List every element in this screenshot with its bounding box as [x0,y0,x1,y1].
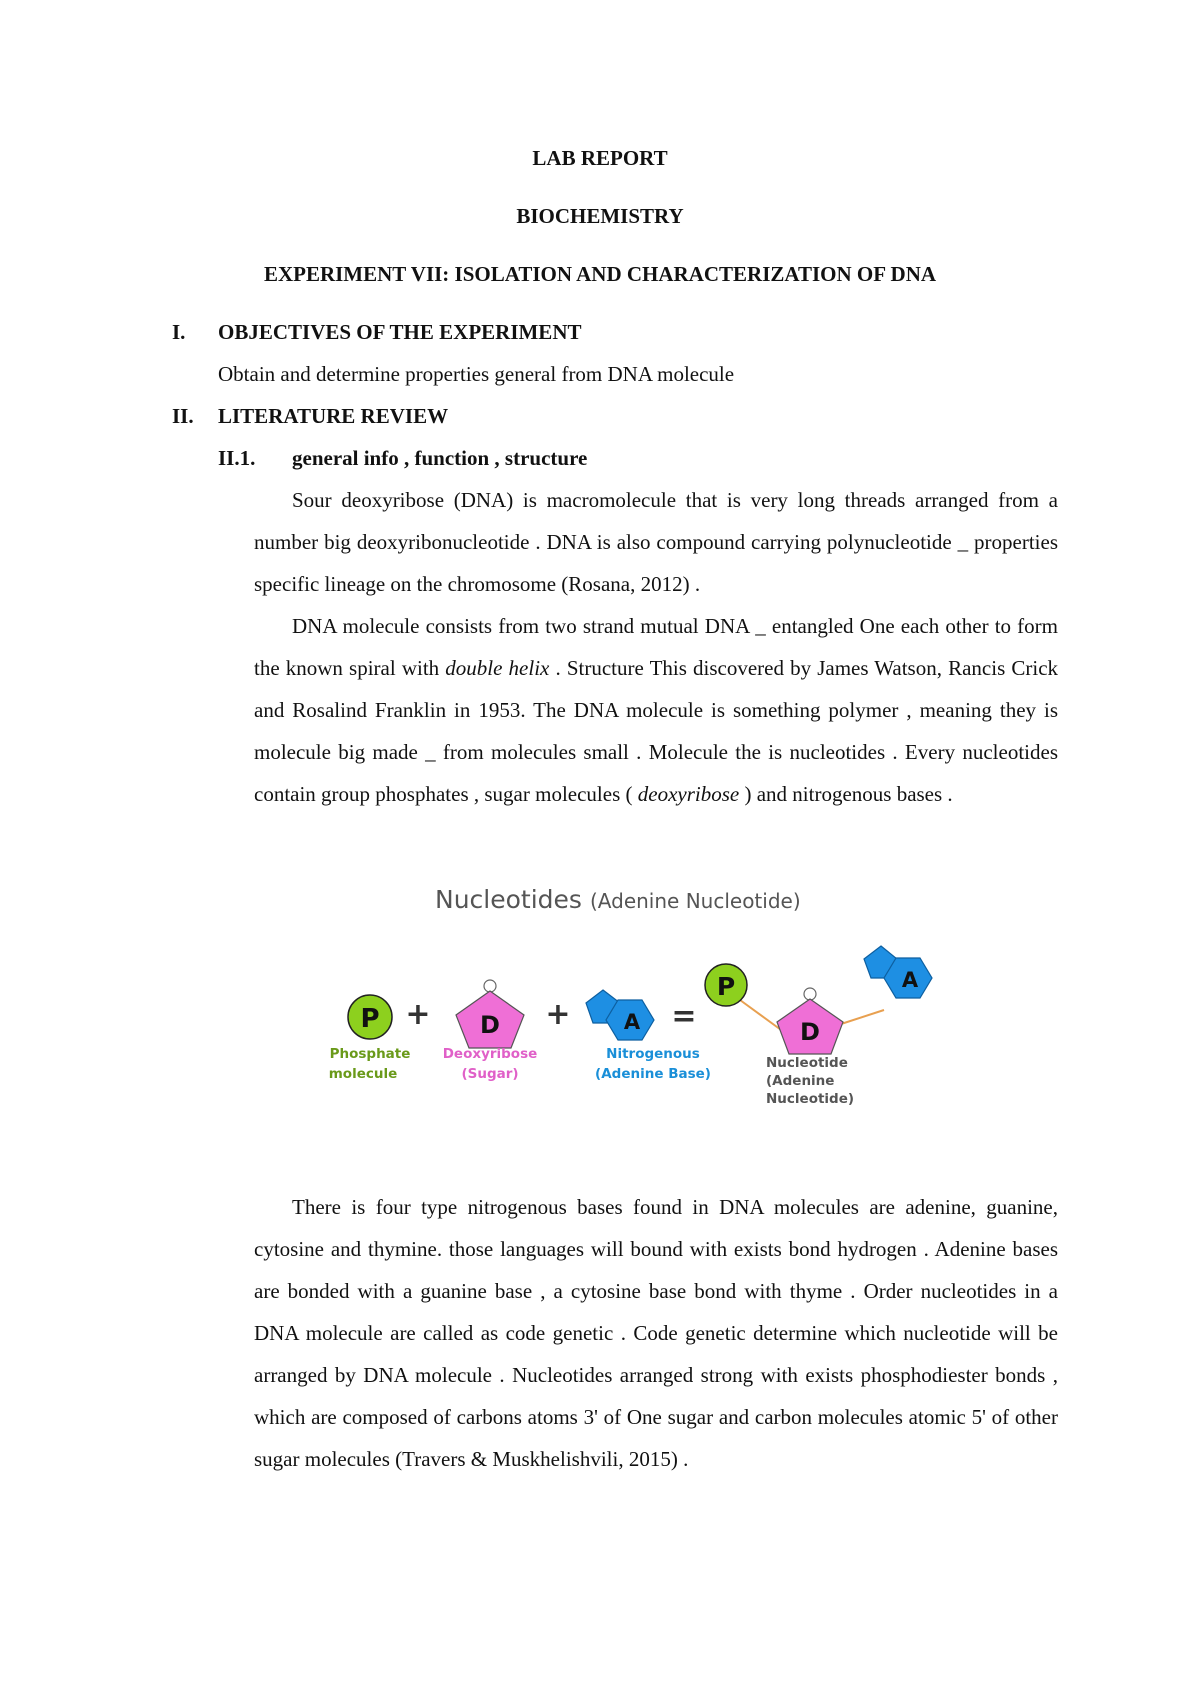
equals-sign: = [671,999,697,1034]
report-title: LAB REPORT [532,146,668,170]
subsection-title: general info , function , structure [292,446,588,470]
nucleotide-phosphate-letter: P [716,972,736,1001]
nucleotide-base-letter: A [901,968,919,992]
deoxyribose-letter: D [480,1011,500,1039]
figure-subtitle: (Adenine Nucleotide) [590,889,801,913]
phosphate-label-2: molecule [328,1066,398,1082]
nitrogenous-label-1: Nitrogenous [606,1046,700,1062]
nucleotide-oh-circle [804,988,816,1000]
deoxyribose-label-2: (Sugar) [461,1066,519,1082]
deoxyribose-label-1: Deoxyribose [442,1046,538,1062]
bond-line [838,1010,884,1025]
emphasis-double-helix: double helix [445,656,550,680]
experiment-title: EXPERIMENT VII: ISOLATION AND CHARACTERIZATION OF DNA [263,262,937,286]
nucleotide-label-1: Nucleotide [766,1055,848,1071]
section-title: OBJECTIVES OF THE EXPERIMENT [218,320,582,344]
nucleotide-label-3: Nucleotide) [766,1091,855,1107]
section-number: II. [172,404,194,428]
figure-title: Nucleotides [435,885,582,914]
plus-sign: + [405,997,431,1032]
objectives-text: Obtain and determine properties general from DNA molecule [218,362,735,386]
section-title: LITERATURE REVIEW [218,404,449,428]
paragraph-dna-structure: DNA molecule consists from two strand mutual DNA _ entangled One each other to form the known spiral with double helix . Structure This discovered by James Watson, Rancis Crick and Rosalind Franklin in 1953. The DNA molecule is something polymer , meaning they is molecule big made _ from molecules small . Molecule the is nucleotides . Every nucleotides contain group phosphates , sugar molecules ( deoxyribose ) and nitrogenous bases . [254,614,1059,806]
nitrogenous-label-2: (Adenine Base) [595,1066,711,1082]
nucleotide-diagram [300,870,1020,1120]
base-letter: A [623,1010,641,1034]
subject-title: BIOCHEMISTRY [516,204,684,228]
nucleotide-sugar-letter: D [800,1018,820,1046]
nucleotide-label-2: (Adenine [766,1073,835,1089]
plus-sign: + [545,997,571,1032]
phosphate-label-1: Phosphate [329,1046,411,1062]
section-number: I. [172,320,186,344]
paragraph-nitrogenous-bases: There is four type nitrogenous bases found in DNA molecules are adenine, guanine, cytosine and thymine. those languages will bound with exists bond hydrogen . Adenine bases are bonded with a guanine base , a cytosine base bond with thyme . Order nucleotides in a DNA molecule are called as code genetic . Code genetic determine which nucleotide will be arranged by DNA molecule . Nucleotides arranged strong with exists phosphodiester bonds , which are composed of carbons atoms 3' of One sugar and carbon molecules atomic 5' of other sugar molecules (Travers & Muskhelishvili, 2015) . [254,1195,1058,1471]
phosphate-letter: P [360,1004,380,1034]
sugar-oh-circle [484,980,496,992]
emphasis-deoxyribose: deoxyribose [637,782,740,806]
paragraph-dna-definition: Sour deoxyribose (DNA) is macromolecule that is very long threads arranged from a number big deoxyribonucleotide . DNA is also compound carrying polynucleotide _ properties specific lineage on the chromosome (Rosana, 2012) . [254,488,1058,596]
subsection-number: II.1. [218,446,256,470]
